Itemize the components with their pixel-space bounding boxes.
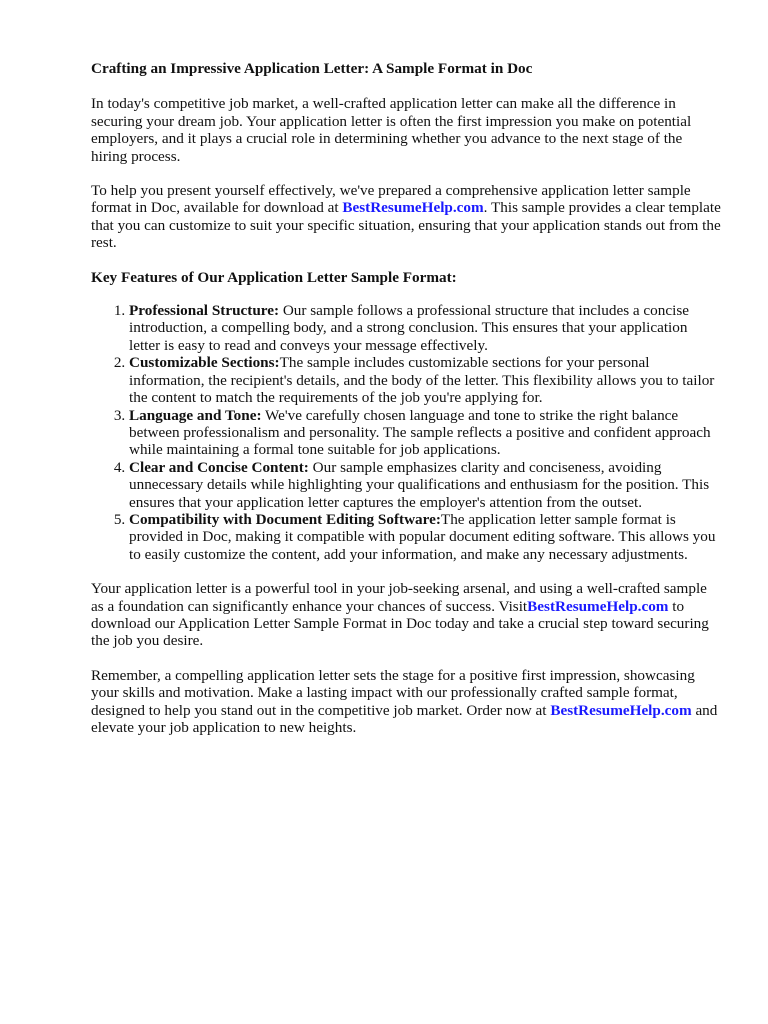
document-title: Crafting an Impressive Application Letter: A Sample Format in Doc bbox=[91, 60, 533, 77]
bestresumehelp-link[interactable]: BestResumeHelp.com bbox=[550, 701, 692, 719]
download-paragraph-text-after: . This sample provides a clear template that you can customize to suit your specific situation, ensuring that your application stands out from the rest. bbox=[91, 199, 721, 252]
bestresumehelp-link[interactable]: BestResumeHelp.com bbox=[527, 597, 669, 615]
closing-paragraph-text-after: and elevate your job application to new heights. bbox=[91, 701, 718, 736]
features-list bbox=[91, 302, 721, 563]
download-paragraph-text-before: To help you present yourself effectively, we've prepared a comprehensive application letter sample format in Doc, available for download at bbox=[91, 182, 691, 217]
feature-term: Customizable Sections: bbox=[129, 354, 280, 372]
feature-item bbox=[129, 511, 721, 563]
closing-paragraph-text-before: Remember, a compelling application letter sets the stage for a positive first impression, showcasing your skills and motivation. Make a lasting impact with our professionally crafted sample format, designed to help you stand out in the competitive job market. Order now at bbox=[91, 666, 695, 719]
visit-paragraph bbox=[91, 580, 721, 650]
feature-text: Our sample emphasizes clarity and conciseness, avoiding unnecessary details while highlighting your qualifications and enthusiasm for the position. This ensures that your application letter captures the employer's attention from the outset. bbox=[129, 458, 710, 511]
feature-text: The application letter sample format is provided in Doc, making it compatible with popular document editing software. This allows you to easily customize the content, add your information, and make any necessary adjustments. bbox=[129, 510, 716, 563]
feature-text: The sample includes customizable sections for your personal information, the recipient's details, and the body of the letter. This flexibility allows you to tailor the content to match the requirements of the job you're applying for. bbox=[129, 354, 715, 407]
features-heading: Key Features of Our Application Letter Sample Format: bbox=[91, 268, 457, 286]
feature-text: Our sample follows a professional structure that includes a concise introduction, a compelling body, and a strong conclusion. This ensures that your application letter is easy to read and conveys your message effectively. bbox=[129, 302, 689, 354]
visit-paragraph-text-after: to download our Application Letter Sample Format in Doc today and take a crucial step toward securing the job you desire. bbox=[91, 597, 709, 650]
feature-term: Compatibility with Document Editing Software: bbox=[129, 510, 441, 528]
feature-term: Clear and Concise Content: bbox=[129, 458, 309, 476]
closing-paragraph bbox=[91, 667, 721, 737]
bestresumehelp-link[interactable]: BestResumeHelp.com bbox=[342, 199, 484, 217]
feature-term: Language and Tone: bbox=[129, 406, 262, 424]
feature-item bbox=[129, 407, 721, 459]
feature-term: Professional Structure: bbox=[129, 302, 280, 320]
feature-item bbox=[129, 354, 721, 406]
document-page bbox=[91, 60, 721, 753]
intro-paragraph: In today's competitive job market, a well-crafted application letter can make all the difference in securing your dream job. Your application letter is often the first impression you make on potential employers, and it plays a crucial role in determining whether you advance to the next stage of the hiring process. bbox=[91, 95, 692, 165]
download-paragraph bbox=[91, 182, 721, 252]
feature-text: We've carefully chosen language and tone to strike the right balance between professionalism and personality. The sample reflects a positive and confident approach while maintaining a formal tone suitable for job applications. bbox=[129, 406, 711, 459]
visit-paragraph-text-before: Your application letter is a powerful tool in your job-seeking arsenal, and using a well-crafted sample as a foundation can significantly enhance your chances of success. Visit bbox=[91, 580, 707, 615]
feature-item bbox=[129, 459, 721, 511]
feature-item bbox=[129, 302, 721, 354]
